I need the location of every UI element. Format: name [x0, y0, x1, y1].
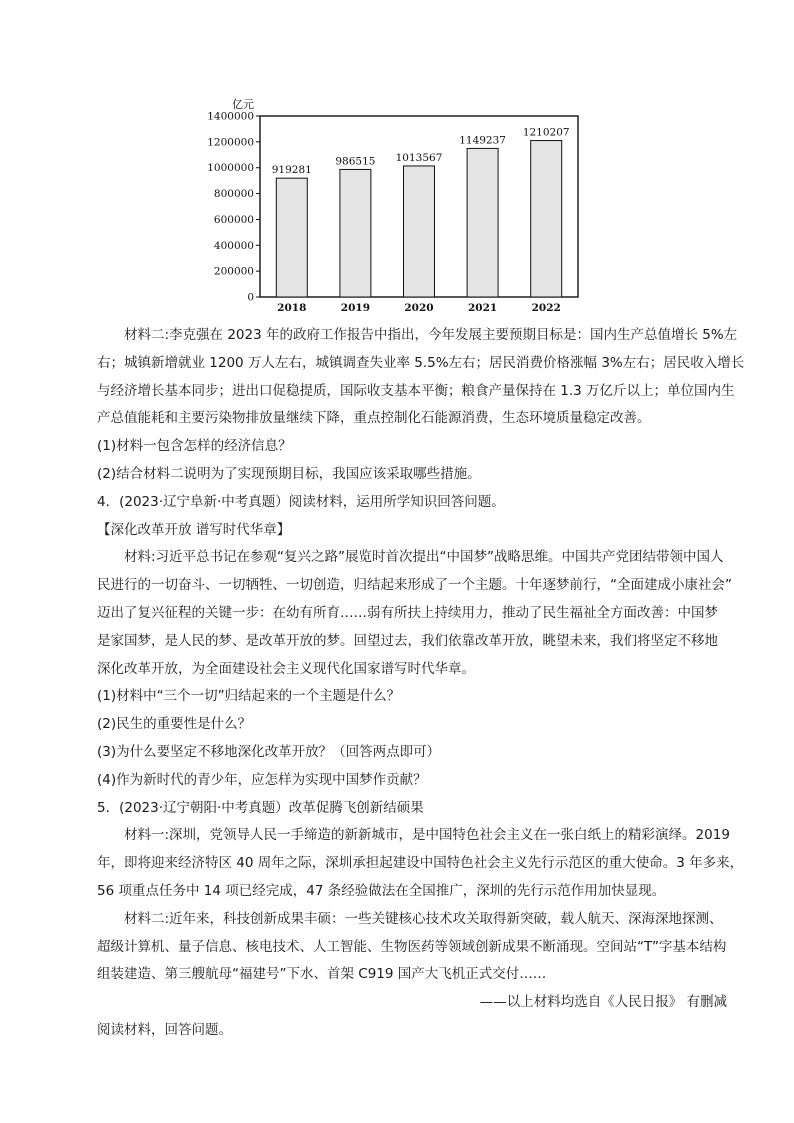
data-label: 1149237 [459, 134, 506, 147]
bar [276, 178, 307, 297]
bar [404, 166, 435, 297]
instruction: 阅读材料，回答问题。 [97, 1021, 232, 1038]
y-tick-label: 400000 [213, 239, 254, 252]
source-note: ——以上材料均选自《人民日报》 有删减 [479, 994, 727, 1011]
question-4-material [97, 544, 732, 683]
material-line: 民进行的一切奋斗、一切牺牲、一切创造，归结起来形成了一个主题。十年逐梦前行，“全面建成小康社会” [97, 577, 732, 594]
question-3-1: (1)材料一包含怎样的经济信息？ [97, 438, 292, 455]
question-5-material-one [97, 822, 744, 905]
y-tick-label: 1200000 [207, 136, 254, 149]
y-tick-label: 200000 [213, 265, 254, 278]
material-line: 材料一:深圳，党领导人民一手缔造的新新城市，是中国特色社会主义在一张白纸上的精彩演绎。2019 [124, 827, 730, 844]
material-two-line: 右；城镇新增就业 1200 万人左右，城镇调查失业率 5.5%左右；居民消费价格涨幅 3%左右；居民收入增长 [97, 354, 745, 371]
material-two-line: 与经济增长基本同步；进出口促稳提质，国际收支基本平衡；粮食产量保持在 1.3 万亿斤以上；单位国内生 [97, 382, 735, 399]
question-4-4: (4)作为新时代的青少年，应怎样为实现中国梦作贡献？ [97, 771, 427, 788]
material-line: 组装建造、第三艘航母“福建号”下水、首架 C919 国产大飞机正式交付…… [97, 966, 547, 983]
y-tick-label: 0 [247, 291, 254, 304]
x-tick-label: 2020 [404, 302, 434, 314]
data-label: 919281 [271, 164, 312, 177]
y-unit-label: 亿元 [232, 98, 254, 111]
question-3-2: (2)结合材料二说明为了实现预期目标，我国应该采取哪些措施。 [97, 465, 481, 482]
question-5-header: 5．(2023·辽宁朝阳·中考真题）改革促腾飞创新结硕果 [97, 799, 424, 816]
question-4-theme: 【深化改革开放 谱写时代华章】 [97, 521, 291, 538]
y-tick-label: 600000 [213, 213, 254, 226]
y-tick-label: 800000 [213, 188, 254, 201]
material-two-line: 产总值能耗和主要污染物排放量继续下降，重点控制化石能源消费，生态环境质量稳定改善。 [97, 410, 651, 427]
data-label: 1013567 [395, 151, 443, 164]
chart-svg [205, 96, 595, 318]
material-two [97, 322, 745, 433]
question-4-3: (3)为什么要坚定不移地深化改革开放？（回答两点即可） [97, 743, 441, 760]
question-4-header: 4．(2023·辽宁阜新·中考真题）阅读材料，运用所学知识回答问题。 [97, 493, 505, 510]
gdp-bar-chart [205, 96, 595, 318]
document-body [97, 322, 745, 1045]
x-tick-label: 2022 [531, 302, 561, 314]
question-4-1: (1)材料中“三个一切”归结起来的一个主题是什么？ [97, 688, 401, 705]
bar [467, 148, 498, 297]
data-label: 986515 [335, 155, 376, 168]
bar [531, 141, 562, 297]
material-line: 材料二:近年来，科技创新成果丰硕：一些关键核心技术攻关取得新突破，载人航天、深海深地探测、 [124, 910, 723, 927]
material-line: 56 项重点任务中 14 项已经完成，47 条经验做法在全国推广，深圳的先行示范作用加快显现。 [97, 882, 666, 899]
material-line: 超级计算机、量子信息、核电技术、人工智能、生物医药等领域创新成果不断涌现。空间站“T”字基本结构 [97, 938, 727, 955]
y-tick-label: 1400000 [207, 110, 254, 123]
x-tick-label: 2019 [340, 302, 371, 314]
x-tick-label: 2018 [277, 302, 307, 314]
data-label: 1210207 [522, 126, 570, 139]
material-line: 年，即将迎来经济特区 40 周年之际，深圳承担起建设中国特色社会主义先行示范区的重大使命。3 年多来， [97, 855, 744, 872]
material-two-line: 材料二:李克强在 2023 年的政府工作报告中指出，今年发展主要预期目标是：国内生产总值增长 5%左 [124, 327, 738, 343]
material-line: 是家国梦，是人民的梦、是改革开放的梦。回望过去，我们依靠改革开放，眺望未来，我们将坚定不移地 [97, 632, 718, 649]
bar [340, 169, 371, 297]
x-tick-label: 2021 [467, 302, 498, 314]
material-line: 迈出了复兴征程的关键一步：在幼有所育……弱有所扶上持续用力，推动了民生福祉全方面改善：中国梦 [97, 604, 718, 621]
material-line: 材料:习近平总书记在参观“复兴之路”展览时首次提出“中国梦”战略思维。中国共产党团结带领中国人 [124, 549, 724, 566]
question-5-material-two [97, 906, 727, 989]
y-tick-label: 1000000 [207, 162, 254, 175]
question-4-2: (2)民生的重要性是什么？ [97, 716, 252, 733]
material-line: 深化改革开放，为全面建设社会主义现代化国家谱写时代华章。 [97, 660, 475, 677]
